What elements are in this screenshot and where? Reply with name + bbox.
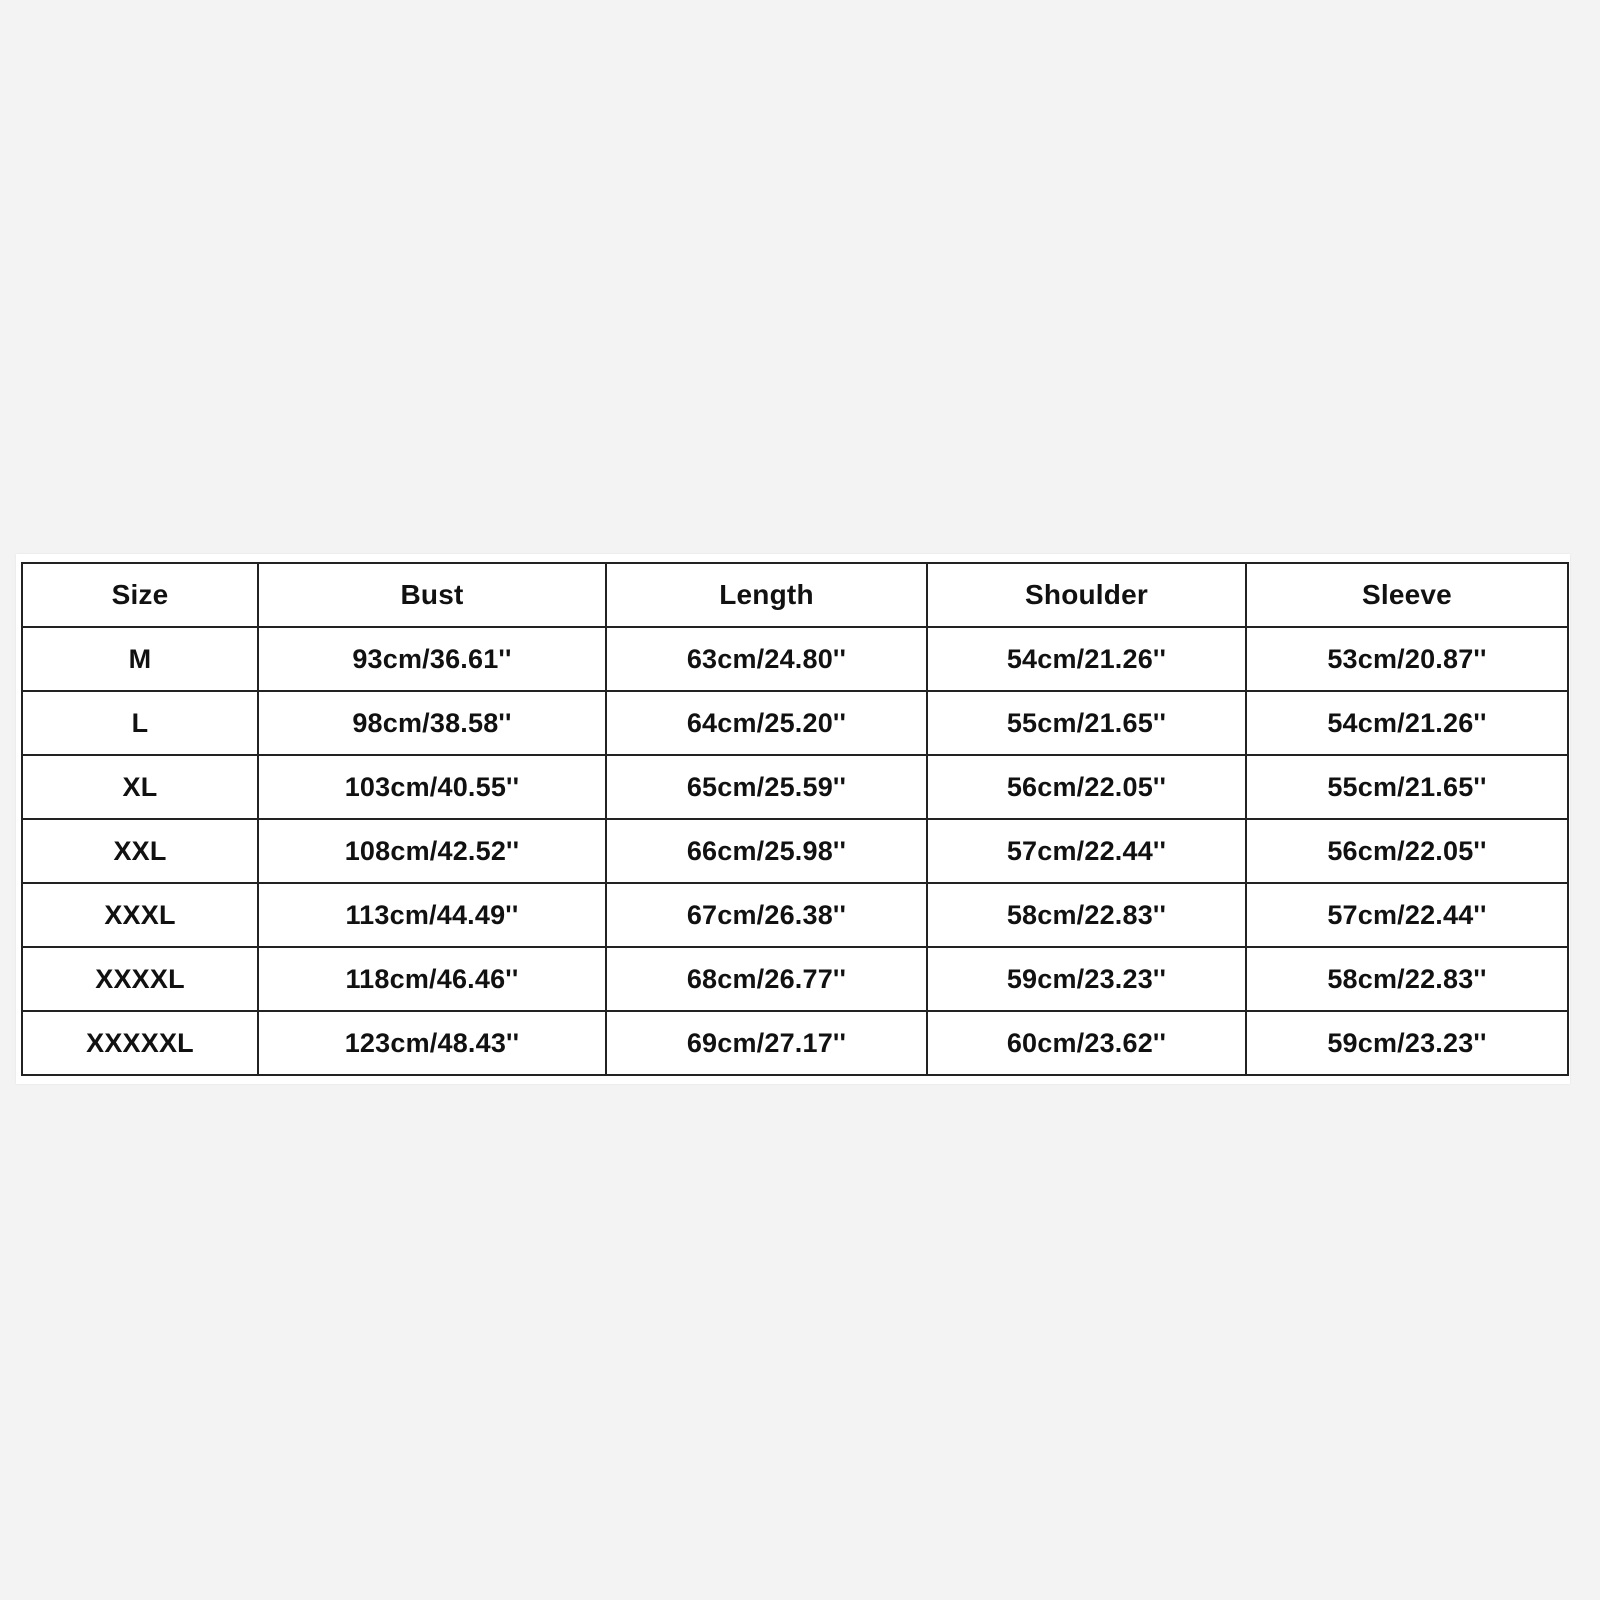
cell-length: 68cm/26.77'' xyxy=(606,947,927,1011)
cell-sleeve: 58cm/22.83'' xyxy=(1246,947,1568,1011)
header-shoulder: Shoulder xyxy=(927,563,1246,627)
cell-length: 67cm/26.38'' xyxy=(606,883,927,947)
cell-shoulder: 59cm/23.23'' xyxy=(927,947,1246,1011)
table-row xyxy=(22,883,1568,947)
table-row xyxy=(22,1011,1568,1075)
cell-bust: 93cm/36.61'' xyxy=(258,627,606,691)
cell-sleeve: 59cm/23.23'' xyxy=(1246,1011,1568,1075)
cell-length: 65cm/25.59'' xyxy=(606,755,927,819)
header-length: Length xyxy=(606,563,927,627)
cell-bust: 98cm/38.58'' xyxy=(258,691,606,755)
cell-size: M xyxy=(22,627,258,691)
cell-size: XXXL xyxy=(22,883,258,947)
header-bust: Bust xyxy=(258,563,606,627)
cell-length: 66cm/25.98'' xyxy=(606,819,927,883)
cell-bust: 108cm/42.52'' xyxy=(258,819,606,883)
table-header-row xyxy=(22,563,1568,627)
table-row xyxy=(22,691,1568,755)
cell-shoulder: 56cm/22.05'' xyxy=(927,755,1246,819)
cell-sleeve: 57cm/22.44'' xyxy=(1246,883,1568,947)
cell-bust: 118cm/46.46'' xyxy=(258,947,606,1011)
cell-bust: 103cm/40.55'' xyxy=(258,755,606,819)
cell-length: 69cm/27.17'' xyxy=(606,1011,927,1075)
cell-shoulder: 60cm/23.62'' xyxy=(927,1011,1246,1075)
cell-shoulder: 55cm/21.65'' xyxy=(927,691,1246,755)
header-sleeve: Sleeve xyxy=(1246,563,1568,627)
table-row xyxy=(22,947,1568,1011)
cell-shoulder: 54cm/21.26'' xyxy=(927,627,1246,691)
size-chart-table xyxy=(21,562,1569,1076)
cell-shoulder: 58cm/22.83'' xyxy=(927,883,1246,947)
cell-bust: 123cm/48.43'' xyxy=(258,1011,606,1075)
cell-sleeve: 56cm/22.05'' xyxy=(1246,819,1568,883)
size-chart-card xyxy=(16,554,1570,1084)
cell-size: XXL xyxy=(22,819,258,883)
cell-shoulder: 57cm/22.44'' xyxy=(927,819,1246,883)
table-row xyxy=(22,819,1568,883)
cell-sleeve: 55cm/21.65'' xyxy=(1246,755,1568,819)
cell-bust: 113cm/44.49'' xyxy=(258,883,606,947)
cell-size: L xyxy=(22,691,258,755)
cell-size: XXXXXL xyxy=(22,1011,258,1075)
cell-size: XXXXL xyxy=(22,947,258,1011)
cell-sleeve: 54cm/21.26'' xyxy=(1246,691,1568,755)
cell-length: 63cm/24.80'' xyxy=(606,627,927,691)
cell-sleeve: 53cm/20.87'' xyxy=(1246,627,1568,691)
cell-size: XL xyxy=(22,755,258,819)
header-size: Size xyxy=(22,563,258,627)
table-row xyxy=(22,627,1568,691)
table-row xyxy=(22,755,1568,819)
cell-length: 64cm/25.20'' xyxy=(606,691,927,755)
